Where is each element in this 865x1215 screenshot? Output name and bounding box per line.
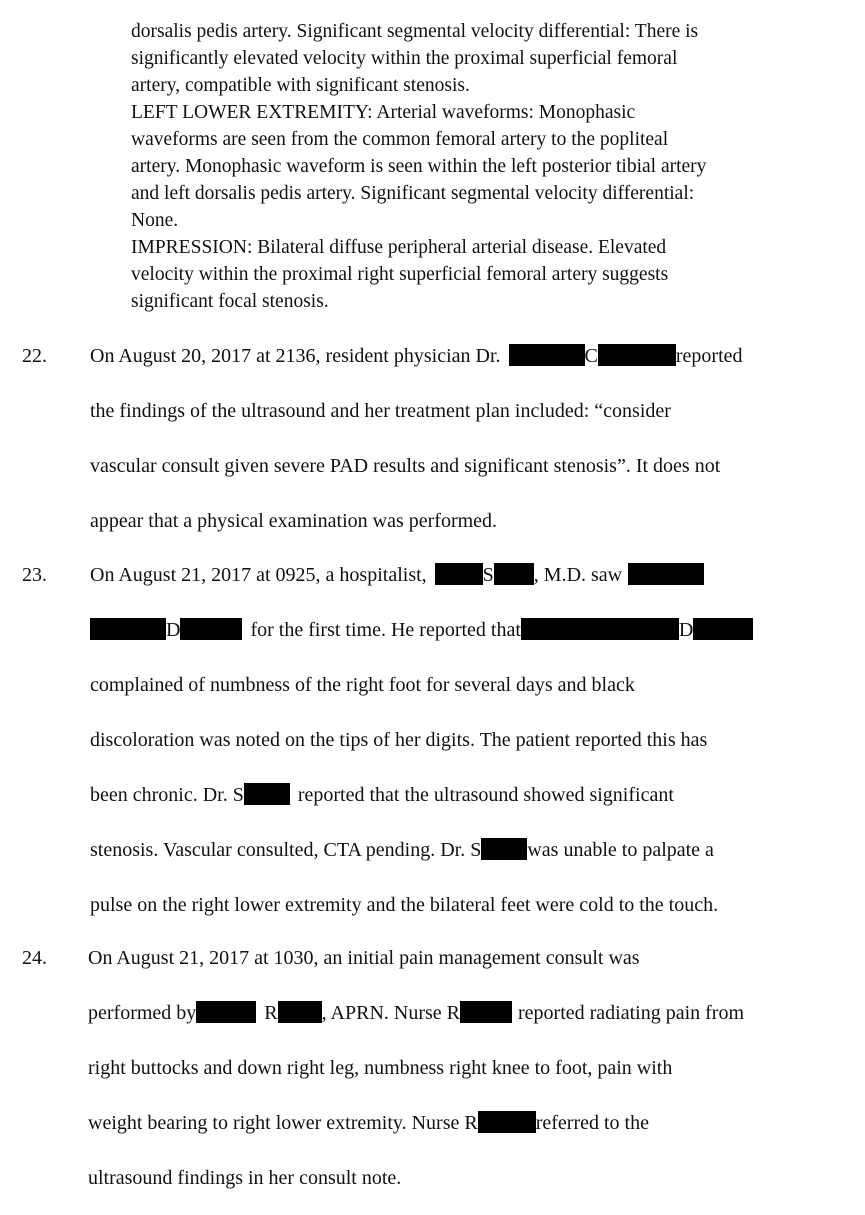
text-run: referred to the	[535, 1112, 649, 1134]
quote-line: LEFT LOWER EXTREMITY: Arterial waveforms: Monophasic	[131, 102, 636, 123]
ultrasound-report-quote	[131, 18, 831, 315]
quote-line: IMPRESSION: Bilateral diffuse peripheral arterial disease. Elevated	[131, 237, 667, 258]
redaction-bar	[481, 838, 527, 860]
paragraph-line	[90, 343, 743, 370]
paragraph-line	[90, 617, 753, 644]
text-run: S	[482, 564, 494, 586]
paragraph-number: 24.	[22, 947, 47, 969]
quote-line: velocity within the proximal right superficial femoral artery suggests	[131, 264, 669, 285]
text-run: stenosis. Vascular consulted, CTA pending. Dr. S	[90, 839, 482, 861]
paragraph-line: On August 21, 2017 at 1030, an initial pain management consult was	[88, 947, 640, 969]
redaction-bar	[693, 618, 753, 640]
text-run: , M.D. saw	[533, 564, 623, 586]
paragraph-line	[88, 1000, 744, 1027]
paragraph-line: appear that a physical examination was performed.	[90, 510, 498, 532]
text-run: , APRN. Nurse R	[321, 1002, 460, 1024]
paragraph-line: complained of numbness of the right foot for several days and black	[90, 674, 635, 696]
redaction-bar	[435, 563, 483, 585]
text-run: for the first time. He reported that	[250, 619, 521, 641]
redaction-bar	[180, 618, 242, 640]
redaction-bar	[278, 1001, 322, 1023]
text-run: been chronic. Dr. S	[90, 784, 244, 806]
paragraph-line	[90, 782, 674, 809]
paragraph-number: 23.	[22, 564, 47, 586]
text-run: D	[166, 619, 181, 641]
paragraph-line	[88, 1110, 649, 1137]
paragraph-line: pulse on the right lower extremity and the bilateral feet were cold to the touch.	[90, 894, 719, 916]
quote-line: None.	[131, 210, 179, 231]
redaction-bar	[90, 618, 166, 640]
text-run: D	[678, 619, 694, 641]
paragraph-line: ultrasound findings in her consult note.	[88, 1167, 402, 1189]
redaction-bar	[628, 563, 704, 585]
text-run: reported radiating pain from	[518, 1002, 745, 1024]
paragraph-line	[90, 837, 714, 864]
paragraph-line: the findings of the ultrasound and her treatment plan included: “consider	[90, 400, 671, 422]
text-run: weight bearing to right lower extremity. Nurse R	[88, 1112, 478, 1134]
quote-line: significantly elevated velocity within the proximal superficial femoral	[131, 48, 678, 69]
text-run: On August 21, 2017 at 0925, a hospitalist,	[90, 564, 427, 586]
redaction-bar	[460, 1001, 512, 1023]
paragraph-line: right buttocks and down right leg, numbness right knee to foot, pain with	[88, 1057, 673, 1079]
redaction-bar	[509, 344, 585, 366]
redaction-bar	[478, 1111, 536, 1133]
redaction-bar	[196, 1001, 256, 1023]
text-run: C	[584, 345, 598, 367]
text-run: was unable to palpate a	[527, 839, 714, 861]
quote-line: artery. Monophasic waveform is seen within the left posterior tibial artery	[131, 156, 707, 177]
redaction-bar	[598, 344, 676, 366]
quote-line: waveforms are seen from the common femoral artery to the popliteal	[131, 129, 669, 150]
paragraph-line: vascular consult given severe PAD results and significant stenosis”. It does not	[90, 455, 721, 477]
redaction-bar	[521, 618, 679, 640]
text-run: performed by	[88, 1002, 197, 1024]
text-run: R	[264, 1002, 278, 1024]
quote-line: dorsalis pedis artery. Significant segmental velocity differential: There is	[131, 21, 699, 42]
paragraph-number: 22.	[22, 345, 47, 367]
quote-line: significant focal stenosis.	[131, 291, 329, 312]
text-run: reported that the ultrasound showed significant	[297, 784, 674, 806]
paragraph-line: discoloration was noted on the tips of her digits. The patient reported this has	[90, 729, 708, 751]
paragraph-line	[90, 562, 704, 589]
text-run: reported	[675, 345, 743, 367]
redaction-bar	[244, 783, 290, 805]
redaction-bar	[494, 563, 534, 585]
text-run: On August 20, 2017 at 2136, resident physician Dr.	[90, 345, 501, 367]
quote-line: artery, compatible with significant stenosis.	[131, 75, 470, 96]
quote-line: and left dorsalis pedis artery. Significant segmental velocity differential:	[131, 183, 695, 204]
